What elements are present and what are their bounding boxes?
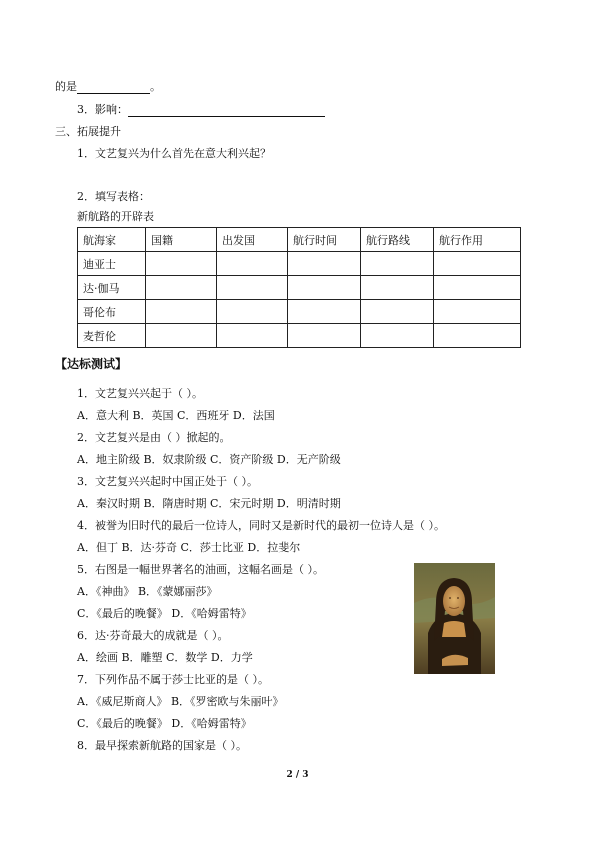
table-cell[interactable]	[217, 276, 288, 300]
table-header-cell: 国籍	[146, 228, 217, 252]
table-cell[interactable]	[361, 324, 434, 348]
test-line: 4．被誉为旧时代的最后一位诗人，同时又是新时代的最初一位诗人是（ ）。	[77, 519, 445, 532]
table-header-cell: 航行路线	[361, 228, 434, 252]
test-line: A．秦汉时期 B．隋唐时期 C．宋元时期 D．明清时期	[77, 497, 341, 510]
table-cell[interactable]	[146, 300, 217, 324]
page-number: 2 / 3	[286, 770, 309, 780]
table-row	[78, 300, 521, 324]
table-cell[interactable]	[434, 324, 521, 348]
table-cell[interactable]	[434, 300, 521, 324]
navigation-table	[77, 227, 521, 348]
table-row	[78, 252, 521, 276]
test-section-title: 【达标测试】	[55, 357, 128, 371]
test-line: 5．右图是一幅世界著名的油画，这幅名画是（ ）。	[77, 563, 324, 576]
answer-blank-1[interactable]	[77, 81, 150, 94]
test-line: 2．文艺复兴是由（ ）掀起的。	[77, 431, 231, 444]
test-line: A．《神曲》 B．《蒙娜丽莎》	[77, 585, 218, 598]
table-cell[interactable]	[288, 276, 361, 300]
test-line: C．《最后的晚餐》 D．《哈姆雷特》	[77, 607, 252, 620]
table-cell[interactable]	[361, 300, 434, 324]
table-cell[interactable]	[434, 276, 521, 300]
test-line: C．《最后的晚餐》 D．《哈姆雷特》	[77, 717, 252, 730]
test-line: A．《威尼斯商人》 B．《罗密欧与朱丽叶》	[77, 695, 284, 708]
table-row-label: 达·伽马	[78, 276, 146, 300]
table-cell[interactable]	[361, 276, 434, 300]
table-cell[interactable]	[434, 252, 521, 276]
table-row	[78, 324, 521, 348]
section-3-question-1: 1．文艺复兴为什么首先在意大利兴起？	[77, 147, 271, 160]
table-cell[interactable]	[217, 300, 288, 324]
table-row-label: 麦哲伦	[78, 324, 146, 348]
mona-lisa-image	[414, 563, 495, 674]
table-cell[interactable]	[217, 252, 288, 276]
table-cell[interactable]	[288, 252, 361, 276]
table-cell[interactable]	[361, 252, 434, 276]
test-line: 6．达·芬奇最大的成就是（ ）。	[77, 629, 229, 642]
top-line-1-end: 。	[150, 80, 161, 93]
answer-blank-2[interactable]	[128, 104, 325, 117]
table-header-cell: 航行时间	[288, 228, 361, 252]
test-line: A．地主阶级 B．奴隶阶级 C．资产阶级 D．无产阶级	[77, 453, 341, 466]
table-cell[interactable]	[146, 252, 217, 276]
test-line: 8．最早探索新航路的国家是（ ）。	[77, 739, 247, 752]
test-line: 7．下列作品不属于莎士比亚的是（ ）。	[77, 673, 269, 686]
table-row-label: 迪亚士	[78, 252, 146, 276]
table-cell[interactable]	[288, 300, 361, 324]
table-cell[interactable]	[288, 324, 361, 348]
table-header-cell: 航行作用	[434, 228, 521, 252]
test-line: 3．文艺复兴兴起时中国正处于（ ）。	[77, 475, 258, 488]
table-row	[78, 276, 521, 300]
table-caption: 新航路的开辟表	[77, 210, 154, 223]
top-line-1	[55, 80, 161, 94]
table-header-row	[78, 228, 521, 252]
section-3-question-2: 2．填写表格：	[77, 190, 150, 203]
section-3-title: 三、拓展提升	[55, 125, 121, 138]
table-cell[interactable]	[146, 324, 217, 348]
table-cell[interactable]	[217, 324, 288, 348]
table-header-cell: 出发国	[217, 228, 288, 252]
top-line-2	[77, 103, 325, 117]
table-header-cell: 航海家	[78, 228, 146, 252]
test-line: 1．文艺复兴兴起于（ ）。	[77, 387, 203, 400]
test-line: A．但丁 B．达·芬奇 C．莎士比亚 D．拉斐尔	[77, 541, 301, 554]
top-line-2-text: 3．影响：	[77, 103, 128, 116]
table-row-label: 哥伦布	[78, 300, 146, 324]
test-line: A．意大利 B．英国 C．西班牙 D．法国	[77, 409, 275, 422]
test-line: A．绘画 B．雕塑 C．数学 D．力学	[77, 651, 253, 664]
table-cell[interactable]	[146, 276, 217, 300]
top-line-1-text: 的是	[55, 80, 77, 93]
mona-lisa-painting	[414, 563, 495, 674]
